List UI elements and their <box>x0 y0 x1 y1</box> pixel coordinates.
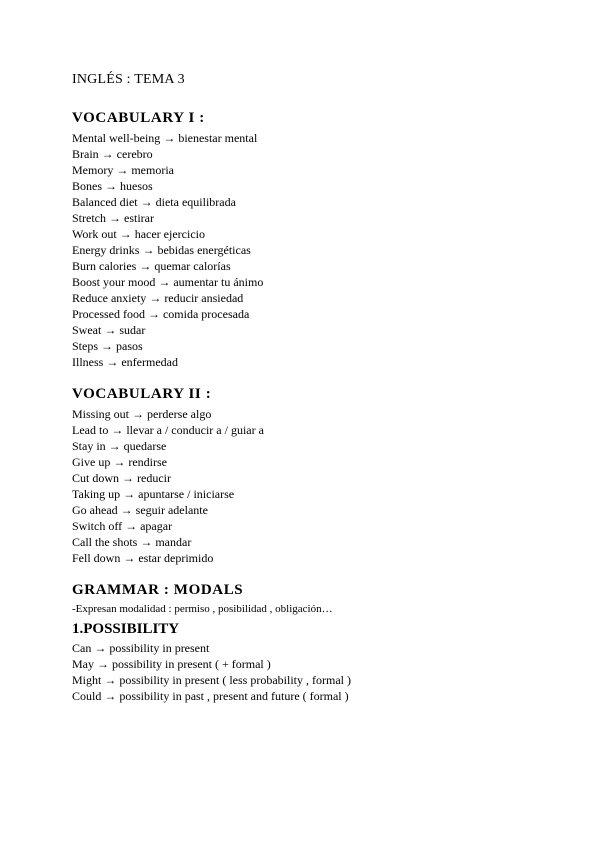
vocabulary-row-translation: hacer ejercicio <box>134 227 205 241</box>
vocabulary-row-term: Mental well-being <box>72 131 161 145</box>
vocabulary-row <box>72 146 572 162</box>
right-arrow-icon: → <box>132 407 145 421</box>
phrasal-verb-row <box>72 406 572 422</box>
right-arrow-icon: → <box>101 339 114 353</box>
vocabulary-row-term: Steps <box>72 339 99 353</box>
modal-row <box>72 688 572 704</box>
right-arrow-icon: → <box>101 147 114 161</box>
vocabulary-row <box>72 306 572 322</box>
phrasal-verb-row-translation: reducir <box>137 471 171 485</box>
vocabulary-row-translation: estirar <box>124 211 154 225</box>
grammar-list <box>72 640 572 704</box>
right-arrow-icon: → <box>139 259 152 273</box>
phrasal-verb-row-term: Stay in <box>72 439 106 453</box>
phrasal-verb-row-translation: llevar a / conducir a / guiar a <box>126 423 264 437</box>
phrasal-verb-row-translation: seguir adelante <box>135 503 208 517</box>
vocabulary-row-translation: huesos <box>120 179 153 193</box>
vocabulary-row <box>72 194 572 210</box>
right-arrow-icon: → <box>97 657 109 671</box>
vocabulary-row-term: Memory <box>72 163 114 177</box>
vocabulary-row <box>72 290 572 306</box>
vocabulary-row-term: Sweat <box>72 323 102 337</box>
document-page <box>72 70 572 718</box>
phrasal-verb-row <box>72 550 572 566</box>
phrasal-verb-row-translation: perderse algo <box>147 407 212 421</box>
grammar-heading: GRAMMAR : MODALS <box>72 582 244 598</box>
vocabulary-row-translation: sudar <box>119 323 146 337</box>
phrasal-verb-row <box>72 518 572 534</box>
vocabulary-row-translation: memoria <box>131 163 174 177</box>
right-arrow-icon: → <box>108 439 121 453</box>
phrasal-verb-row-term: Give up <box>72 455 111 469</box>
right-arrow-icon: → <box>149 291 162 305</box>
right-arrow-icon: → <box>104 323 117 337</box>
phrasal-verb-row-translation: mandar <box>155 535 192 549</box>
phrasal-verb-row <box>72 486 572 502</box>
right-arrow-icon: → <box>94 641 107 655</box>
vocabulary-row-term: Energy drinks <box>72 243 140 257</box>
vocabulary-row-term: Work out <box>72 227 117 241</box>
phrasal-verb-row <box>72 438 572 454</box>
vocabulary-row-term: Brain <box>72 147 99 161</box>
vocabulary-row-translation: dieta equilibrada <box>155 195 236 209</box>
modal-row-translation: possibility in present ( + formal ) <box>112 657 271 671</box>
modal-row-translation: possibility in present ( less probability , formal ) <box>119 673 351 687</box>
possibility-subheading: 1.POSSIBILITY <box>72 621 180 637</box>
vocabulary-2-list <box>72 406 572 566</box>
modal-row <box>72 672 572 688</box>
modal-row <box>72 656 572 672</box>
vocabulary-row <box>72 258 572 274</box>
right-arrow-icon: → <box>123 487 136 501</box>
vocabulary-row <box>72 210 572 226</box>
modal-row-term: Could <box>72 689 102 703</box>
vocabulary-1-list <box>72 130 572 370</box>
vocabulary-2-section <box>72 384 572 566</box>
phrasal-verb-row <box>72 470 572 486</box>
right-arrow-icon: → <box>163 131 176 145</box>
right-arrow-icon: → <box>123 551 136 565</box>
modal-row-translation: possibility in present <box>109 641 210 655</box>
vocabulary-1-section <box>72 108 572 370</box>
phrasal-verb-row-term: Taking up <box>72 487 121 501</box>
right-arrow-icon: → <box>105 179 117 193</box>
vocabulary-row-translation: bienestar mental <box>178 131 258 145</box>
phrasal-verb-row-translation: apuntarse / iniciarse <box>138 487 235 501</box>
phrasal-verb-row-term: Missing out <box>72 407 130 421</box>
vocabulary-row-translation: aumentar tu ánimo <box>173 275 264 289</box>
right-arrow-icon: → <box>158 275 171 289</box>
right-arrow-icon: → <box>147 307 160 321</box>
vocabulary-row <box>72 162 572 178</box>
vocabulary-row-translation: reducir ansiedad <box>164 291 244 305</box>
vocabulary-row-translation: pasos <box>116 339 143 353</box>
phrasal-verb-row-term: Fell down <box>72 551 121 565</box>
right-arrow-icon: → <box>111 423 124 437</box>
modal-row-translation: possibility in past , present and future ( formal ) <box>119 689 349 703</box>
vocabulary-row <box>72 274 572 290</box>
vocabulary-2-heading: VOCABULARY II : <box>72 386 212 402</box>
modal-row-term: Might <box>72 673 102 687</box>
phrasal-verb-row-term: Lead to <box>72 423 109 437</box>
right-arrow-icon: → <box>140 195 153 209</box>
right-arrow-icon: → <box>106 355 119 369</box>
vocabulary-row-term: Bones <box>72 179 102 193</box>
phrasal-verb-row-translation: estar deprimido <box>138 551 214 565</box>
vocabulary-row-term: Balanced diet <box>72 195 138 209</box>
right-arrow-icon: → <box>125 519 138 533</box>
phrasal-verb-row <box>72 422 572 438</box>
phrasal-verb-row-term: Go ahead <box>72 503 118 517</box>
vocabulary-row <box>72 354 572 370</box>
vocabulary-row-translation: cerebro <box>116 147 153 161</box>
vocabulary-row <box>72 178 572 194</box>
phrasal-verb-row <box>72 502 572 518</box>
phrasal-verb-row-term: Switch off <box>72 519 123 533</box>
phrasal-verb-row-translation: apagar <box>140 519 173 533</box>
right-arrow-icon: → <box>113 455 126 469</box>
vocabulary-row-term: Burn calories <box>72 259 137 273</box>
phrasal-verb-row-translation: rendirse <box>128 455 167 469</box>
right-arrow-icon: → <box>120 503 133 517</box>
document-title: INGLÉS : TEMA 3 <box>72 72 185 87</box>
modal-row-term: Can <box>72 641 92 655</box>
right-arrow-icon: → <box>104 689 117 703</box>
vocabulary-row-term: Boost your mood <box>72 275 156 289</box>
phrasal-verb-row-translation: quedarse <box>123 439 167 453</box>
vocabulary-row-translation: comida procesada <box>162 307 250 321</box>
vocabulary-row-translation: quemar calorías <box>154 259 231 273</box>
phrasal-verb-row <box>72 534 572 550</box>
vocabulary-row <box>72 338 572 354</box>
vocabulary-row <box>72 322 572 338</box>
right-arrow-icon: → <box>104 673 117 687</box>
vocabulary-row <box>72 242 572 258</box>
phrasal-verb-row-term: Cut down <box>72 471 120 485</box>
vocabulary-row <box>72 226 572 242</box>
vocabulary-row-term: Reduce anxiety <box>72 291 147 305</box>
modal-row-term: May <box>72 657 94 671</box>
vocabulary-row-translation: bebidas energéticas <box>157 243 251 257</box>
vocabulary-row-term: Processed food <box>72 307 145 321</box>
right-arrow-icon: → <box>116 163 129 177</box>
right-arrow-icon: → <box>109 211 121 225</box>
phrasal-verb-row-term: Call the shots <box>72 535 138 549</box>
right-arrow-icon: → <box>140 535 153 549</box>
vocabulary-row-translation: enfermedad <box>121 355 178 369</box>
vocabulary-row-term: Illness <box>72 355 104 369</box>
right-arrow-icon: → <box>142 243 155 257</box>
vocabulary-1-heading: VOCABULARY I : <box>72 110 205 126</box>
vocabulary-row-term: Stretch <box>72 211 106 225</box>
grammar-note: -Expresan modalidad : permiso , posibilidad , obligación… <box>72 603 333 615</box>
vocabulary-row <box>72 130 572 146</box>
grammar-section <box>72 580 572 704</box>
modal-row <box>72 640 572 656</box>
right-arrow-icon: → <box>122 471 135 485</box>
phrasal-verb-row <box>72 454 572 470</box>
right-arrow-icon: → <box>119 227 132 241</box>
